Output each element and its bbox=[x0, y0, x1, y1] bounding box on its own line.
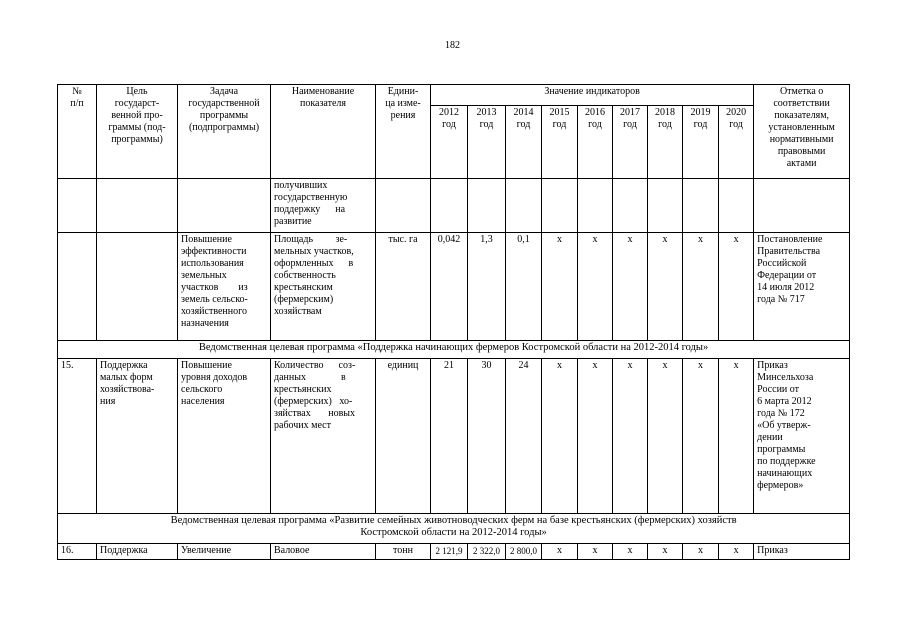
table-header-row bbox=[58, 85, 850, 106]
header-num: № п/п bbox=[58, 85, 97, 179]
value-cell: х bbox=[648, 359, 683, 514]
header-year: 2016 год bbox=[578, 106, 613, 179]
page-number: 182 bbox=[445, 40, 460, 51]
indicator-cell: Валовое bbox=[271, 544, 376, 560]
table-row-16 bbox=[58, 544, 850, 560]
indicator-cell: Площадь зе- мельных участков, оформленных в собственность крестьянским (фермерским) хозяйствам bbox=[271, 233, 376, 341]
header-year: 2018 год bbox=[648, 106, 683, 179]
value-cell: х bbox=[542, 359, 578, 514]
value-cell: х bbox=[613, 359, 648, 514]
value-cell: 21 bbox=[431, 359, 468, 514]
indicators-table bbox=[57, 84, 850, 560]
indicator-cell: получивших государственную поддержку на развитие bbox=[271, 179, 376, 233]
header-year: 2019 год bbox=[683, 106, 719, 179]
program-banner-row bbox=[58, 341, 850, 359]
value-cell: х bbox=[542, 544, 578, 560]
value-cell: х bbox=[542, 233, 578, 341]
header-task: Задача государственной программы (подпрограммы) bbox=[178, 85, 271, 179]
value-cell: 2 322,0 bbox=[468, 544, 506, 560]
value-cell: х bbox=[578, 359, 613, 514]
header-note: Отметка о соответствии показателям, установленным нормативными правовыми актами bbox=[754, 85, 850, 179]
table-row-efficiency bbox=[58, 233, 850, 341]
header-unit: Едини- ца изме- рения bbox=[376, 85, 431, 179]
header-values-title: Значение индикаторов bbox=[431, 85, 754, 106]
program-banner-row bbox=[58, 514, 850, 544]
note-cell: Постановление Правительства Российской Федерации от 14 июля 2012 года № 717 bbox=[754, 233, 850, 341]
value-cell: х bbox=[613, 233, 648, 341]
value-cell: 2 800,0 bbox=[506, 544, 542, 560]
header-year: 2017 год bbox=[613, 106, 648, 179]
header-indicator: Наименование показателя bbox=[271, 85, 376, 179]
header-goal: Цель государст- венной про- граммы (под- программы) bbox=[97, 85, 178, 179]
value-cell: 2 121,9 bbox=[431, 544, 468, 560]
value-cell: х bbox=[719, 359, 754, 514]
value-cell: х bbox=[613, 544, 648, 560]
unit-cell: тыс. га bbox=[376, 233, 431, 341]
note-cell: Приказ bbox=[754, 544, 850, 560]
header-year: 2014 год bbox=[506, 106, 542, 179]
value-cell: 1,3 bbox=[468, 233, 506, 341]
task-cell: Увеличение bbox=[178, 544, 271, 560]
header-year: 2013 год bbox=[468, 106, 506, 179]
indicator-cell: Количество соз- данных в крестьянских (фермерских) хо- зяйствах новых рабочих мест bbox=[271, 359, 376, 514]
table-row-15 bbox=[58, 359, 850, 514]
goal-cell: Поддержка bbox=[97, 544, 178, 560]
unit-cell: тонн bbox=[376, 544, 431, 560]
note-cell: Приказ Минсельхоза России от 6 марта 2012 года № 172 «Об утверж- дении программы по поддержке начинающих фермеров» bbox=[754, 359, 850, 514]
value-cell: х bbox=[719, 544, 754, 560]
row-number: 16. bbox=[58, 544, 97, 560]
program-banner: Ведомственная целевая программа «Поддержка начинающих фермеров Костромской области на 2012-2014 годы» bbox=[58, 341, 850, 359]
value-cell: х bbox=[648, 233, 683, 341]
row-number: 15. bbox=[58, 359, 97, 514]
header-year: 2012 год bbox=[431, 106, 468, 179]
task-cell: Повышение уровня доходов сельского населения bbox=[178, 359, 271, 514]
value-cell: х bbox=[683, 359, 719, 514]
program-banner: Ведомственная целевая программа «Развитие семейных животноводческих ферм на базе крестьянских (фермерских) хозяйств Костромской области на 2012-2014 годы» bbox=[58, 514, 850, 544]
header-year: 2020 год bbox=[719, 106, 754, 179]
value-cell: х bbox=[648, 544, 683, 560]
unit-cell: единиц bbox=[376, 359, 431, 514]
value-cell: 30 bbox=[468, 359, 506, 514]
value-cell: х bbox=[719, 233, 754, 341]
value-cell: х bbox=[578, 544, 613, 560]
value-cell: х bbox=[578, 233, 613, 341]
header-year: 2015 год bbox=[542, 106, 578, 179]
value-cell: 0,1 bbox=[506, 233, 542, 341]
goal-cell: Поддержка малых форм хозяйствова- ния bbox=[97, 359, 178, 514]
value-cell: х bbox=[683, 544, 719, 560]
value-cell: 24 bbox=[506, 359, 542, 514]
table-row-continuation bbox=[58, 179, 850, 233]
value-cell: х bbox=[683, 233, 719, 341]
value-cell: 0,042 bbox=[431, 233, 468, 341]
task-cell: Повышение эффективности использования земельных участков из земель сельско- хозяйственного назначения bbox=[178, 233, 271, 341]
